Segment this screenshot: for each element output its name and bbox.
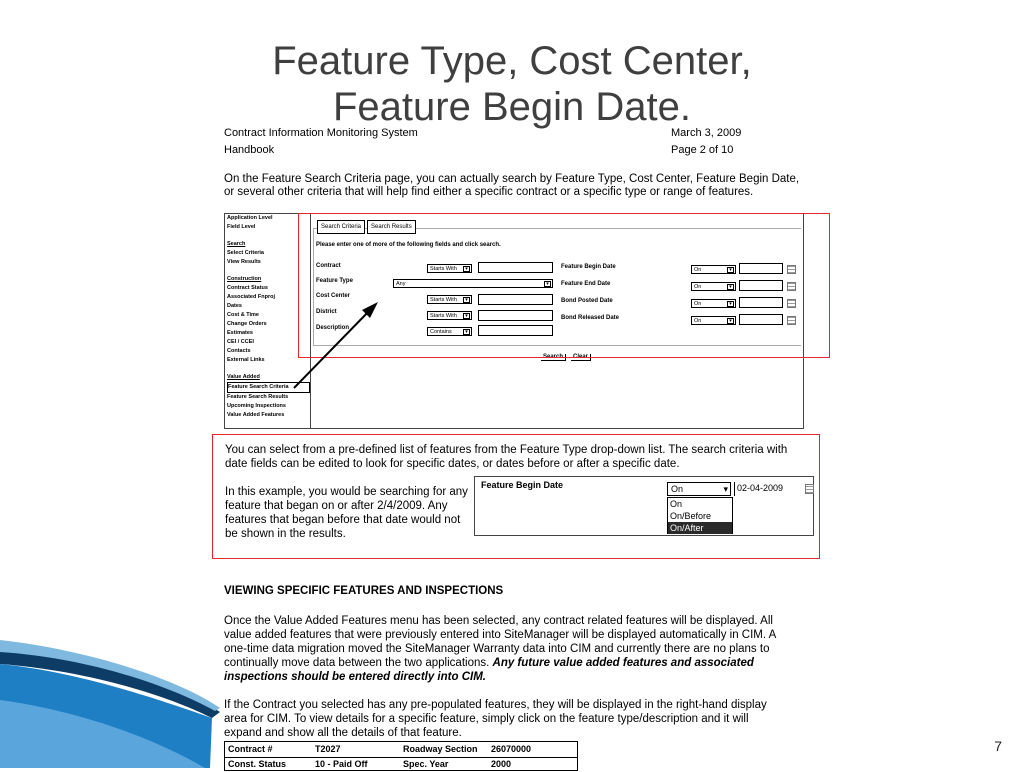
slide-number: 7	[994, 738, 1002, 754]
chevron-down-icon: ▾	[723, 484, 728, 494]
cost-center-label: Cost Center	[316, 293, 351, 299]
table-cell: Const. Status	[228, 759, 287, 769]
nav-item[interactable]: Contacts	[227, 348, 251, 354]
inset-date-operator-select[interactable]	[667, 482, 731, 496]
chevron-down-icon: ▾	[544, 281, 551, 287]
inset-label: Feature Begin Date	[481, 480, 564, 490]
nav-item[interactable]: Upcoming Inspections	[227, 403, 286, 409]
nav-item[interactable]: Value Added Features	[227, 412, 285, 418]
contract-operator-value: Starts With	[430, 266, 457, 272]
table-cell: 26070000	[491, 744, 532, 754]
inset-options-list	[667, 497, 733, 534]
cost-center-operator-value: Starts With	[430, 297, 457, 303]
chevron-down-icon: ▾	[727, 267, 734, 273]
table-cell: 10 - Paid Off	[315, 759, 368, 769]
chevron-down-icon: ▾	[727, 318, 734, 324]
form-instruction: Please enter one of more of the following fields and click search.	[316, 242, 501, 248]
bond-posted-date-label: Bond Posted Date	[561, 298, 613, 304]
section-paragraph-1-bold: Any future value added features and associated inspections should be entered directly into CIM.	[224, 657, 754, 683]
nav-item-feature-search-criteria[interactable]: Feature Search Criteria	[227, 382, 310, 393]
table-cell: T2027	[315, 744, 341, 754]
decorative-swoosh	[0, 600, 260, 768]
date-operator-value: On	[694, 267, 702, 273]
callout-text: You can select from a pre-defined list of features from the Feature Type drop-down list. The search criteria with date fields can be edited to look for specific dates, or dates before or after a specific date.	[225, 444, 788, 470]
section-heading: VIEWING SPECIFIC FEATURES AND INSPECTIONS	[224, 585, 504, 597]
tab-search-criteria[interactable]: Search Criteria	[317, 220, 365, 234]
nav-item[interactable]: Dates	[227, 303, 242, 309]
doc-type: Handbook	[224, 144, 275, 156]
date-operator-value: On	[694, 301, 702, 307]
feature-begin-date-example	[474, 476, 814, 536]
option-on-after[interactable]: On/After	[668, 522, 732, 534]
table-cell: 2000	[491, 759, 512, 769]
search-button[interactable]: Search	[541, 354, 566, 361]
chevron-down-icon: ▾	[463, 266, 470, 272]
slide-title-line-1: Feature Type, Cost Center,	[272, 39, 752, 83]
nav-section-construction: Construction	[227, 276, 262, 282]
district-operator-value: Starts With	[430, 313, 457, 319]
doc-date: March 3, 2009	[671, 127, 742, 139]
pointer-arrow	[286, 296, 386, 396]
section-paragraph-2: If the Contract you selected has any pre-populated features, they will be displayed in the right-hand display area for CIM. To view details for a specific feature, simply click on the feature type/description and it will expand and show all the details of that feature.	[224, 699, 767, 739]
nav-item[interactable]: Change Orders	[227, 321, 267, 327]
date-operator-value: On	[694, 284, 702, 290]
doc-page: Page 2 of 10	[671, 144, 734, 156]
district-label: District	[316, 309, 337, 315]
nav-item[interactable]: Select Criteria	[227, 250, 264, 256]
nav-section-search: Search	[227, 241, 246, 247]
chevron-down-icon: ▾	[463, 297, 470, 303]
section-paragraph-1-text: Once the Value Added Features menu has been selected, any contract related features will be displayed. All value added features that were previously entered into SiteManager will be displayed automatically in CIM. A one-time data migration moved the SiteManager Warranty data into CIM and currently there are no plans to continually move data between the two applications.	[224, 615, 776, 669]
table-row	[225, 757, 577, 772]
chevron-down-icon: ▾	[727, 284, 734, 290]
table-cell: Contract #	[228, 744, 273, 754]
table-cell: Roadway Section	[403, 744, 478, 754]
bond-released-date-label: Bond Released Date	[561, 315, 620, 321]
nav-item[interactable]: CEI / CCEI	[227, 339, 254, 345]
doc-header-right	[671, 125, 741, 159]
nav-item[interactable]: Associated Fnproj	[227, 294, 275, 300]
nav-item[interactable]: Feature Search Results	[227, 394, 289, 400]
nav-item[interactable]: Cost & Time	[227, 312, 259, 318]
option-on[interactable]: On	[670, 499, 683, 509]
inset-select-value: On	[671, 484, 684, 494]
nav-item[interactable]: External Links	[227, 357, 265, 363]
contract-details-table	[224, 741, 578, 771]
table-cell: Spec. Year	[403, 759, 449, 769]
date-operator-value: On	[694, 318, 702, 324]
slide-title-line-2: Feature Begin Date.	[333, 85, 691, 129]
nav-section-value-added: Value Added	[227, 374, 260, 380]
description-operator-value: Contains	[430, 329, 452, 335]
option-on-before[interactable]: On/Before	[670, 511, 712, 521]
feature-end-date-label: Feature End Date	[561, 281, 611, 287]
table-row	[225, 742, 577, 758]
clear-button[interactable]: Clear	[571, 354, 591, 361]
doc-system-name: Contract Information Monitoring System	[224, 127, 418, 139]
chevron-down-icon: ▾	[727, 301, 734, 307]
chevron-down-icon: ▾	[463, 329, 470, 335]
nav-item[interactable]: Field Level	[227, 224, 256, 230]
intro-paragraph: On the Feature Search Criteria page, you can actually search by Feature Type, Cost Center, Feature Begin Date, or several other criteria that will help find either a specific contract or a specific type or range of features.	[224, 173, 800, 198]
inset-date-value: 02-04-2009	[737, 483, 784, 493]
slide-title	[0, 38, 1024, 130]
section-paragraph-1	[224, 614, 788, 684]
description-label: Description	[316, 325, 350, 331]
contract-label: Contract	[316, 263, 341, 269]
nav-item[interactable]: Contract Status	[227, 285, 268, 291]
callout-example: In this example, you would be searching for any feature that began on or after 2/4/2009. Any features that began before that date would not be shown in the results.	[225, 486, 468, 540]
feature-type-label: Feature Type	[316, 278, 353, 284]
calendar-icon[interactable]	[805, 484, 814, 494]
inset-date-input[interactable]	[734, 482, 804, 496]
feature-type-value: Any	[396, 281, 406, 287]
chevron-down-icon: ▾	[463, 313, 470, 319]
doc-header-left	[224, 125, 418, 159]
feature-begin-date-label: Feature Begin Date	[561, 264, 616, 270]
nav-item[interactable]: Estimates	[227, 330, 253, 336]
nav-item[interactable]: Application Level	[227, 215, 273, 221]
nav-item[interactable]: View Results	[227, 259, 261, 265]
tab-search-results[interactable]: Search Results	[367, 220, 416, 234]
